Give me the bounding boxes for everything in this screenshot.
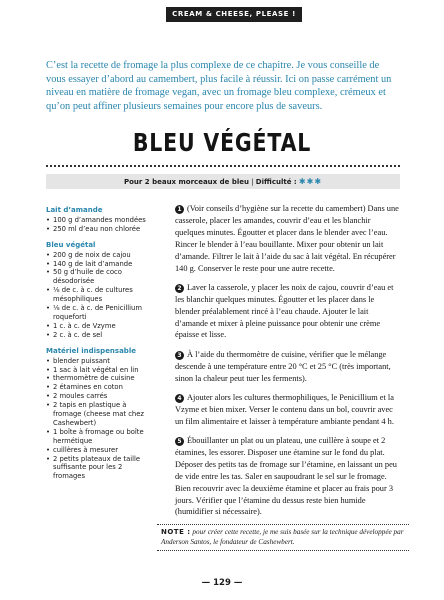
step-3 (175, 349, 401, 385)
dotted-divider (46, 165, 400, 167)
list-item: • 1 c. à c. de Vzyme (46, 322, 156, 331)
yield-text: Pour 2 beaux morceaux de bleu (123, 178, 249, 186)
list-item: • 200 g de noix de cajou (46, 251, 156, 260)
step-number-badge: 5 (175, 437, 184, 446)
recipe-steps (175, 203, 401, 526)
note-text: pour créer cette recette, je me suis basée sur la technique développée par Anderson Santos, le fondateur de Cashewbert. (161, 528, 404, 546)
yield-band (46, 174, 400, 189)
step-4 (175, 392, 401, 428)
list-item: • 2 petits plateaux de taille suffisante pour les 2 fromages (46, 455, 156, 482)
list-item: • 250 ml d’eau non chlorée (46, 225, 156, 234)
list-item: • blender puissant (46, 357, 156, 366)
step-number-badge: 3 (175, 351, 184, 360)
list-item: • 2 c. à c. de sel (46, 331, 156, 340)
page-number: — 129 — (201, 578, 243, 588)
difficulty-label: Difficulté : (255, 178, 297, 186)
list-item: • 140 g de lait d’amande (46, 260, 156, 269)
intro-paragraph: C’est la recette de fromage la plus complexe de ce chapitre. Je vous conseille de vous essayer d’abord au camembert, plus facile à réussir. Ici on passe carrément un niveau en matière de fromage vegan, avec un fromage bleu complexe, crémeux et qu’on peut affiner plusieurs semaines pour encore plus de saveurs. (46, 60, 392, 112)
section-heading-blue-cheese: Bleu végétal (46, 240, 96, 249)
note-box (157, 524, 409, 551)
blue-cheese-list (46, 251, 156, 340)
list-item: • 2 tapis en plastique à fromage (cheese mat chez Cashewbert) (46, 401, 156, 428)
step-text: (Voir conseils d’hygiène sur la recette du camembert) Dans une casserole, placer les amandes, couvrir d’eau et les blanchir quelques minutes. Égoutter et placer dans le blender avec l’eau. Rincer le blender à l’eau bouillante. Mixer pour obtenir un lait d’amande. Filtrer le lait à l’aide du sac à lait végétal. En récupérer 140 g. Conserver le reste pour une autre recette. (175, 204, 399, 273)
list-item: • ⅛ de c. à c. de cultures mésophiliques (46, 286, 156, 304)
step-1 (175, 203, 401, 274)
step-number-badge: 2 (175, 284, 184, 293)
list-item: • thermomètre de cuisine (46, 374, 156, 383)
chapter-header-band: CREAM & CHEESE, PLEASE ! (166, 7, 302, 22)
step-number-badge: 4 (175, 394, 184, 403)
step-2 (175, 282, 401, 342)
step-5 (175, 435, 401, 518)
list-item: • 2 étamines en coton (46, 383, 156, 392)
step-text: Laver la casserole, y placer les noix de cajou, couvrir d’eau et les blanchir quelques minutes. Égoutter et les placer dans le blender préalablement rincé à l’eau chaude. Ajouter le lait d’amande et mixer à pleine puissance pour obtenir une crème épaisse et lisse. (175, 282, 394, 340)
difficulty-stars: ✱✱✱ (298, 177, 323, 186)
list-item: • 1 boîte à fromage ou boîte hermétique (46, 428, 156, 446)
step-text: À l’aide du thermomètre de cuisine, vérifier que le mélange descende à une température entre 20 °C et 25 °C (très important, sinon la chaleur peut tuer les ferments). (175, 349, 391, 383)
list-item: • cuillères à mesurer (46, 446, 156, 455)
note-label: NOTE : (161, 528, 191, 536)
yield-separator: | (251, 178, 254, 186)
yield-line (46, 174, 400, 190)
almond-milk-list (46, 216, 156, 234)
section-heading-almond-milk: Lait d’amande (46, 206, 103, 214)
list-item: • 2 moules carrés (46, 392, 156, 401)
list-item: • 50 g d’huile de coco désodorisée (46, 268, 156, 286)
step-text: Ébouillanter un plat ou un plateau, une cuillère à soupe et 2 étamines, les essorer. Disposer une étamine sur le fond du plat. Déposer des petits tas de fromage sur l’étamine, en laissant un peu de vide entre les tas. Saler en saupoudrant le sel sur le fromage. Bien recouvrir avec la deuxième étamine et placer au frais pour 3 jours. Vérifier que l’étamine du dessus reste bien humide (humidifier si nécessaire). (175, 435, 397, 517)
equipment-list (46, 357, 156, 482)
section-heading-equipment: Matériel indispensable (46, 346, 136, 355)
recipe-title: BLEU VÉGÉTAL (132, 128, 312, 157)
list-item: • 1 sac à lait végétal en lin (46, 366, 156, 375)
step-number-badge: 1 (175, 205, 184, 214)
list-item: • ⅛ de c. à c. de Penicillium roqueforti (46, 304, 156, 322)
list-item: • 100 g d’amandes mondées (46, 216, 156, 225)
ingredients-sidebar (46, 206, 156, 488)
step-text: Ajouter alors les cultures thermophiliques, le Penicillium et la Vzyme et bien mixer. Verser le contenu dans un bol, couvrir avec un film alimentaire et laisser à température ambiante pendant 4 h. (175, 392, 394, 426)
